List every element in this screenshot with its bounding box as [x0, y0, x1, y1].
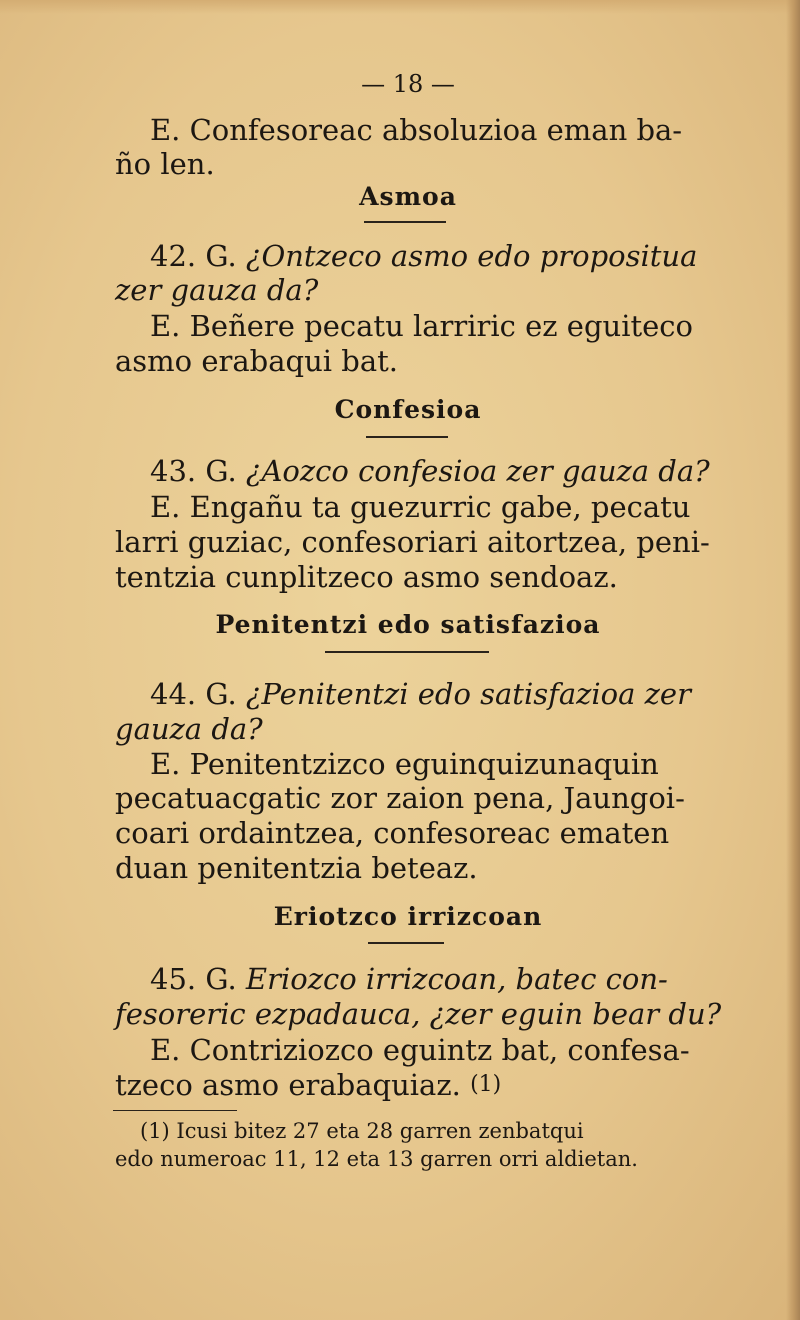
question-number: 44. G. — [150, 677, 237, 711]
section-heading-penitentzi: Penitentzi edo satisfazioa — [215, 610, 601, 639]
heading-rule — [368, 942, 444, 944]
question-number: 42. G. — [150, 239, 237, 273]
answer-43-line-1: E. Engañu ta guezurric gabe, pecatu — [150, 490, 691, 524]
answer-45-line-2 — [115, 1067, 501, 1103]
answer-44-line-3: coari ordaintzea, confesoreac ematen — [115, 816, 670, 850]
answer-45-line-1: E. Contriziozco eguintz bat, confesa- — [150, 1033, 690, 1067]
question-text: ¿Ontzeco asmo edo propositua — [245, 239, 698, 273]
intro-line-2: ño len. — [115, 147, 215, 181]
question-number: 45. G. — [150, 962, 237, 996]
section-heading-eriotzco: Eriotzco irrizcoan — [273, 902, 543, 931]
question-42-line-1 — [150, 238, 697, 274]
footnote-rule — [113, 1110, 237, 1111]
footnote-line-2: edo numeroac 11, 12 eta 13 garren orri aldietan. — [115, 1147, 638, 1171]
answer-42-line-1: E. Beñere pecatu larriric ez eguiteco — [150, 309, 693, 343]
question-text: ¿Aozco confesioa zer gauza da? — [245, 454, 710, 488]
question-text: ¿Penitentzi edo satisfazioa zer — [245, 677, 691, 711]
footnote-line-1: (1) Icusi bitez 27 eta 28 garren zenbatqui — [140, 1119, 584, 1143]
footnote-reference: (1) — [470, 1072, 502, 1097]
answer-44-line-1: E. Penitentzizco eguinquizunaquin — [150, 747, 659, 781]
intro-line-1: E. Confesoreac absoluzioa eman ba- — [150, 113, 683, 147]
question-45-line-1 — [150, 961, 668, 997]
heading-rule — [325, 651, 489, 653]
question-43-line-1 — [150, 453, 710, 489]
page-number: — 18 — — [361, 70, 455, 98]
heading-rule — [364, 221, 446, 223]
heading-rule — [366, 436, 448, 438]
question-42-line-2: zer gauza da? — [115, 273, 319, 307]
answer-43-line-2: larri guziac, confesoriari aitortzea, peni- — [115, 525, 710, 559]
question-44-line-1 — [150, 676, 691, 712]
answer-43-line-3: tentzia cunplitzeco asmo sendoaz. — [115, 560, 618, 594]
question-text: Eriozco irrizcoan, batec con- — [245, 962, 668, 996]
question-44-line-2: gauza da? — [115, 712, 263, 746]
answer-42-line-2: asmo erabaqui bat. — [115, 344, 398, 378]
question-number: 43. G. — [150, 454, 237, 488]
answer-44-line-4: duan penitentzia beteaz. — [115, 851, 478, 885]
section-heading-confesioa: Confesioa — [334, 395, 482, 424]
question-45-line-2: fesoreric ezpadauca, ¿zer eguin bear du? — [115, 997, 722, 1031]
answer-text: tzeco asmo erabaquiaz. — [115, 1068, 461, 1102]
answer-44-line-2: pecatuacgatic zor zaion pena, Jaungoi- — [115, 781, 685, 815]
section-heading-asmoa: Asmoa — [359, 182, 457, 211]
